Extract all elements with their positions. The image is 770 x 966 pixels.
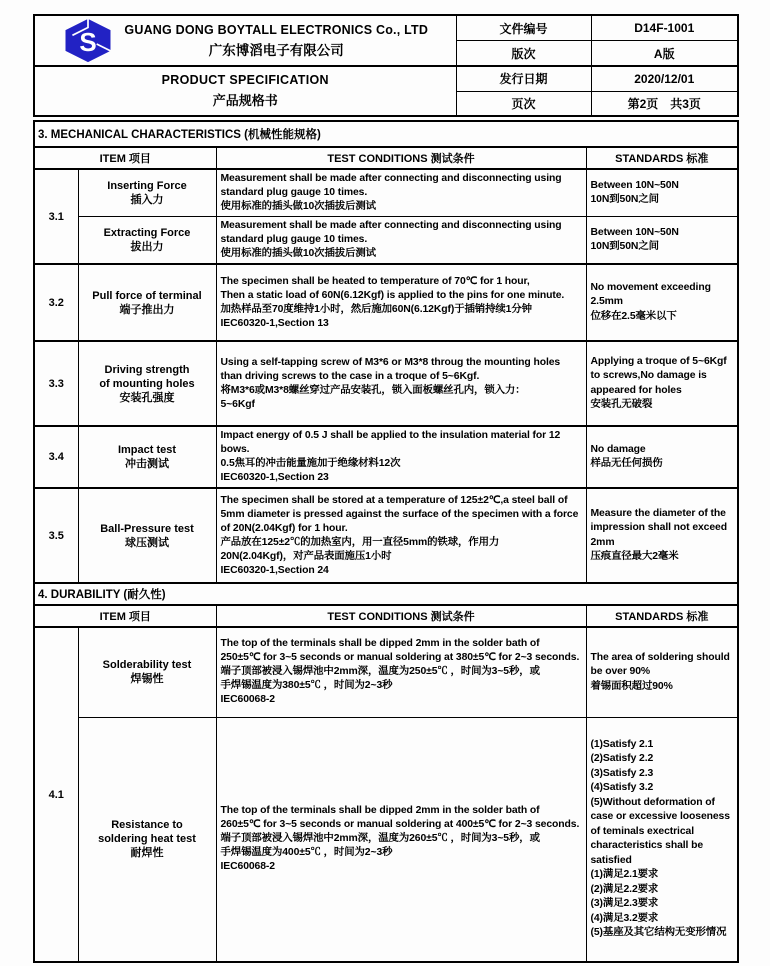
field-label-revision: 版次: [456, 41, 591, 67]
table-row: [34, 264, 738, 341]
document-header: [33, 14, 739, 117]
item-number-cell: 3.3: [34, 341, 78, 426]
column-header-test-conditions: TEST CONDITIONS 测试条件: [216, 147, 586, 169]
doc-title-cn: 产品规格书: [212, 93, 278, 108]
item-name-cell: Extracting Force 拔出力: [78, 217, 216, 265]
item-number-cell: 3.5: [34, 488, 78, 583]
item-name-cell: Solderability test 焊锡性: [78, 627, 216, 717]
item-number-cell: 3.4: [34, 426, 78, 488]
test-conditions-cell: The top of the terminals shall be dipped 2mm in the solder bath of 250±5℃ for 3~5 seconds or manual soldering at 380±5℃ for 2~3 seconds. 端子顶部被浸入锡焊池中2mm深，温度为250±5℃ ，时间为3~5秒，或 手焊锡温度为380±5℃ ，时间为2~3秒 IEC60068-2: [216, 627, 586, 717]
standards-cell: No movement exceeding 2.5mm 位移在2.5毫米以下: [586, 264, 738, 341]
column-header-item: ITEM 项目: [34, 605, 216, 627]
test-conditions-cell: The top of the terminals shall be dipped 2mm in the solder bath of 260±5℃ for 3~5 seconds or manual soldering at 400±5℃ for 2~3 seconds. 端子顶部被浸入锡焊池中2mm深，温度为260±5℃ ，时间为3~5秒，或 手焊锡温度为400±5℃ ，时间为2~3秒 IEC60068-2: [216, 717, 586, 962]
doc-title-cell: [34, 66, 456, 116]
item-number-cell: 4.1: [34, 627, 78, 962]
table-row: [34, 627, 738, 717]
table-row: [34, 341, 738, 426]
test-conditions-cell: The specimen shall be stored at a temperature of 125±2℃,a steel ball of 5mm diameter is pressed against the surface of the specimen with a force of 20N(2.04Kgf) for 1 hour. 产品放在125±2℃的加热室内，用一直径5mm的铁球，作用力 20N(2.04Kgf)，对产品表面施压1小时 IEC60320-1,Section 24: [216, 488, 586, 583]
column-header-standards: STANDARDS 标准: [586, 147, 738, 169]
standards-cell: Measure the diameter of the impression shall not exceed 2mm 压痕直径最大2毫米: [586, 488, 738, 583]
standards-cell: Between 10N~50N 10N到50N之间: [586, 169, 738, 217]
test-conditions-cell: Impact energy of 0.5 J shall be applied to the insulation material for 12 bows. 0.5焦耳的冲击能量施加于绝缘材料12次 IEC60320-1,Section 23: [216, 426, 586, 488]
standards-cell: The area of soldering should be over 90% 着锡面积超过90%: [586, 627, 738, 717]
field-label-doc-number: 文件编号: [456, 15, 591, 41]
standards-cell: Applying a troque of 5~6Kgf to screws,No damage is appeared for holes 安装孔无破裂: [586, 341, 738, 426]
section-title-durability: 4. DURABILITY (耐久性): [34, 583, 738, 605]
table-row: [34, 169, 738, 217]
field-value-issue-date: 2020/12/01: [591, 66, 738, 91]
item-number-cell: 3.2: [34, 264, 78, 341]
item-name-cell: Pull force of terminal 端子推出力: [78, 264, 216, 341]
column-header-standards: STANDARDS 标准: [586, 605, 738, 627]
item-name-cell: Impact test 冲击测试: [78, 426, 216, 488]
standards-cell: Between 10N~50N 10N到50N之间: [586, 217, 738, 265]
table-row: [34, 426, 738, 488]
item-name-cell: Driving strength of mounting holes 安装孔强度: [78, 341, 216, 426]
section-title-mechanical: 3. MECHANICAL CHARACTERISTICS (机械性能规格): [34, 121, 738, 147]
svg-text:S: S: [79, 26, 98, 57]
field-value-page: 第2页 共3页: [591, 91, 738, 116]
field-value-doc-number: D14F-1001: [591, 15, 738, 41]
company-name-cn: 广东博滔电子有限公司: [208, 42, 344, 58]
specification-table: [33, 120, 739, 963]
company-logo-icon: [62, 18, 114, 63]
item-number-cell: 3.1: [34, 169, 78, 264]
field-label-issue-date: 发行日期: [456, 66, 591, 91]
company-cell: [34, 15, 456, 66]
test-conditions-cell: Measurement shall be made after connecting and disconnecting using standard plug gauge 10 times. 使用标准的插头做10次插拔后测试: [216, 169, 586, 217]
company-name-en: GUANG DONG BOYTALL ELECTRONICS Co., LTD: [124, 22, 429, 37]
table-row: [34, 217, 738, 265]
table-row: [34, 488, 738, 583]
column-header-item: ITEM 项目: [34, 147, 216, 169]
test-conditions-cell: The specimen shall be heated to temperature of 70℃ for 1 hour, Then a static load of 60N(6.12Kgf) is applied to the pins for one minute. 加热样品至70度维持1小时，然后施加60N(6.12Kgf)于插销持续1分钟 IEC60320-1,Section 13: [216, 264, 586, 341]
table-row: [34, 717, 738, 962]
item-name-cell: Ball-Pressure test 球压测试: [78, 488, 216, 583]
standards-cell: No damage 样品无任何损伤: [586, 426, 738, 488]
column-header-test-conditions: TEST CONDITIONS 测试条件: [216, 605, 586, 627]
test-conditions-cell: Using a self-tapping screw of M3*6 or M3*8 throug the mounting holes than driving screws to the case in a troque of 5~6Kgf. 将M3*6或M3*8螺丝穿过产品安装孔，锁入面板螺丝孔内，锁入力： 5~6Kgf: [216, 341, 586, 426]
item-name-cell: Resistance to soldering heat test 耐焊性: [78, 717, 216, 962]
doc-title-en: PRODUCT SPECIFICATION: [161, 73, 329, 87]
standards-cell: (1)Satisfy 2.1 (2)Satisfy 2.2 (3)Satisfy 2.3 (4)Satisfy 3.2 (5)Without deformation of case or excessive looseness of teminals exectrical characteristics shall be satisfied (1)满足2.1要求 (2)满足2.2要求 (3)满足2.3要求 (4)满足3.2要求 (5)基座及其它结构无变形情况: [586, 717, 738, 962]
field-value-revision: A版: [591, 41, 738, 67]
item-name-cell: Inserting Force 插入力: [78, 169, 216, 217]
test-conditions-cell: Measurement shall be made after connecting and disconnecting using standard plug gauge 10 times. 使用标准的插头做10次插拔后测试: [216, 217, 586, 265]
field-label-page: 页次: [456, 91, 591, 116]
